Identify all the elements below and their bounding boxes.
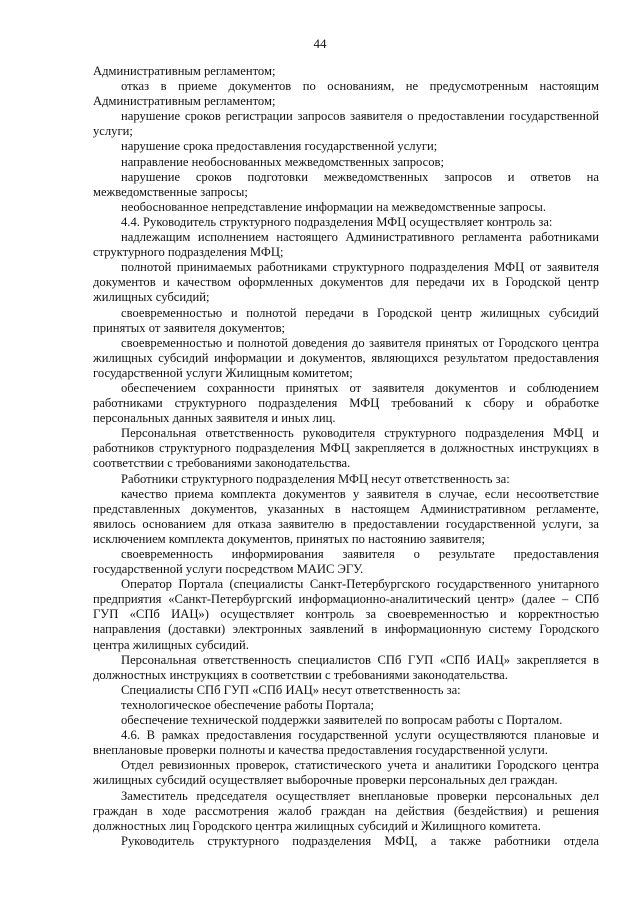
paragraph: нарушение сроков регистрации запросов заявителя о предоставлении государственной услуги;: [93, 109, 599, 139]
paragraph: Заместитель председателя осуществляет внеплановые проверки персональных дел граждан в ходе рассмотрения жалоб граждан на действия (бездействия) и решения должностных лиц Городского центра жилищных субсидий и Жилищного комитета.: [93, 788, 599, 833]
document-body: [93, 64, 599, 849]
paragraph: Персональная ответственность руководителя структурного подразделения МФЦ и работников структурного подразделения МФЦ закрепляется в должностных инструкциях в соответствии с требованиями законодательства.: [93, 426, 599, 471]
paragraph: Отдел ревизионных проверок, статистического учета и аналитики Городского центра жилищных субсидий осуществляет выборочные проверки персональных дел граждан.: [93, 758, 599, 788]
paragraph: обеспечением сохранности принятых от заявителя документов и соблюдением работниками структурного подразделения МФЦ требований к сбору и обработке персональных данных заявителя и иных лиц.: [93, 380, 599, 426]
paragraph: 4.4. Руководитель структурного подразделения МФЦ осуществляет контроль за:: [121, 214, 553, 229]
paragraph: 4.6. В рамках предоставления государственной услуги осуществляются плановые и внеплановые проверки полноты и качества предоставления государственной услуги.: [93, 728, 599, 758]
paragraph: технологическое обеспечение работы Портала;: [121, 697, 375, 712]
paragraph: Специалисты СПб ГУП «СПб ИАЦ» несут ответственность за:: [121, 682, 461, 697]
paragraph: Оператор Портала (специалисты Санкт-Петербургского государственного унитарного предприятия «Санкт-Петербургский информационно-аналитический центр» (далее – СПб ГУП «СПб ИАЦ») осуществляет контроль за своевременностью и корректностью направления (доставки) электронных заявлений в информационную систему Городского центра жилищных субсидий.: [93, 577, 599, 652]
paragraph: нарушение сроков подготовки межведомственных запросов и ответов на межведомственные запросы;: [93, 169, 599, 199]
paragraph: направление необоснованных межведомственных запросов;: [121, 154, 444, 169]
paragraph: Персональная ответственность специалистов СПб ГУП «СПб ИАЦ» закрепляется в должностных инструкциях в соответствии с требованиями законодательства.: [93, 652, 599, 682]
paragraph: своевременность информирования заявителя о результате предоставления государственной услуги посредством МАИС ЭГУ.: [93, 547, 599, 577]
paragraph: надлежащим исполнением настоящего Административного регламента работниками структурного подразделения МФЦ;: [93, 230, 599, 260]
paragraph: отказ в приеме документов по основаниям, не предусмотренным настоящим Административным регламентом;: [93, 79, 599, 109]
paragraph: своевременностью и полнотой передачи в Городской центр жилищных субсидий принятых от заявителя документов;: [93, 305, 599, 335]
paragraph: обеспечение технической поддержки заявителей по вопросам работы с Порталом.: [121, 713, 563, 728]
paragraph: Административным регламентом;: [93, 64, 276, 78]
paragraph: полнотой принимаемых работниками структурного подразделения МФЦ от заявителя документов и качеством оформленных документов для передачи их в Городской центр жилищных субсидий;: [93, 260, 599, 305]
paragraph: нарушение срока предоставления государственной услуги;: [121, 139, 438, 154]
paragraph: своевременностью и полнотой доведения до заявителя принятых от Городского центра жилищных субсидий информации и документов, являющихся результатом предоставления государственной услуги Жилищным комитетом;: [93, 335, 599, 380]
paragraph: необоснованное непредставление информации на межведомственные запросы.: [121, 199, 547, 214]
paragraph: Работники структурного подразделения МФЦ несут ответственность за:: [121, 471, 510, 486]
page-number: 44: [313, 36, 327, 51]
paragraph: Руководитель структурного подразделения МФЦ, а также работники отдела: [121, 833, 599, 848]
paragraph: качество приема комплекта документов у заявителя в случае, если несоответствие представленных документов, указанных в настоящем Административном регламенте, явилось основанием для отказа заявителю в предоставлении государственной услуги, за исключением комплекта документов, принятых по настоянию заявителя;: [93, 486, 599, 546]
